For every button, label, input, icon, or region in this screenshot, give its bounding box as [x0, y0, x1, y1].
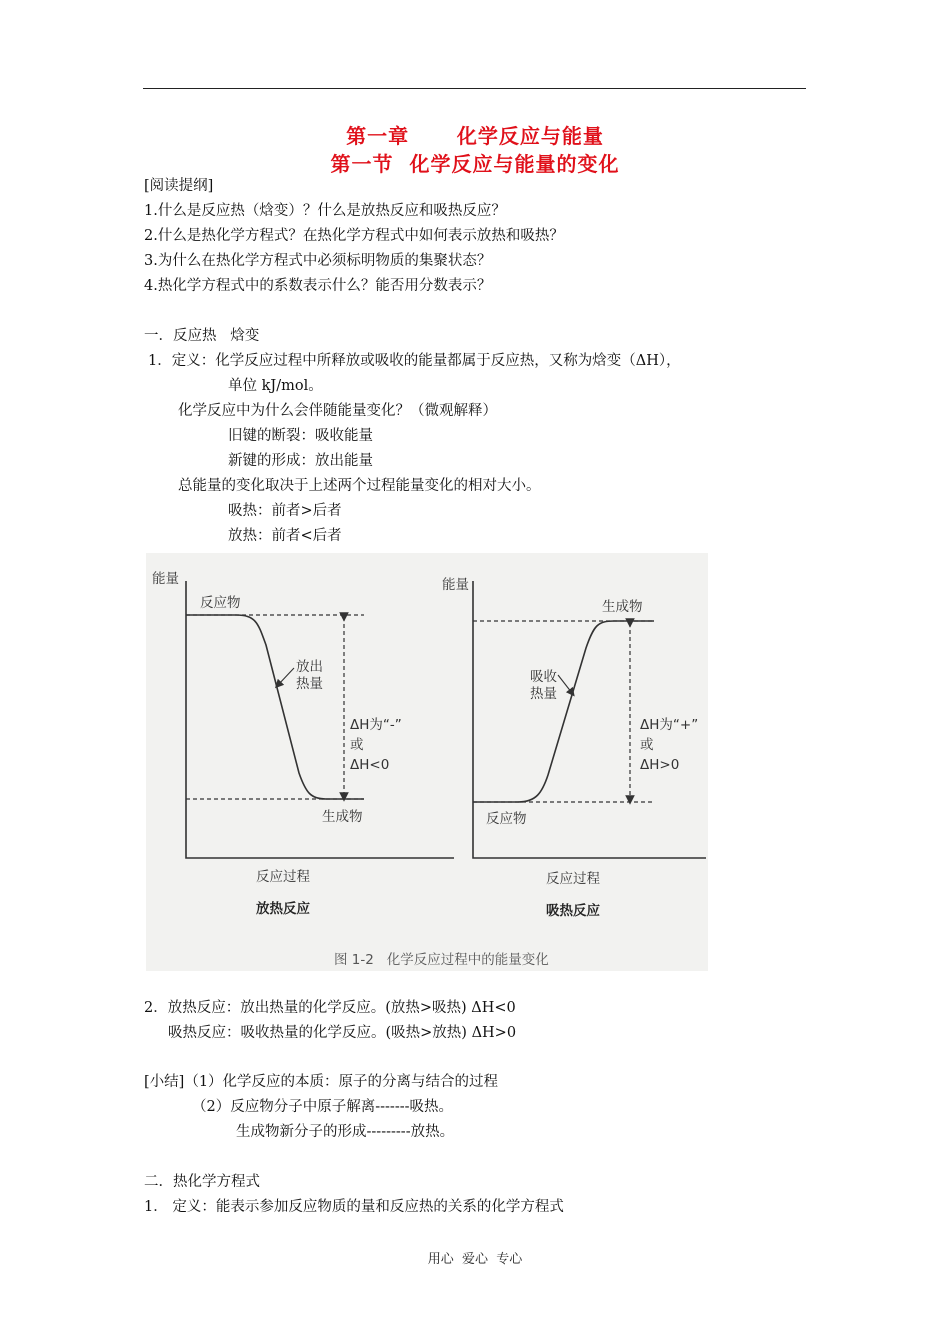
left-release-label: 放出	[296, 659, 323, 675]
right-dh-value: ΔH>0	[640, 757, 680, 773]
left-x-axis-label: 反应过程	[256, 869, 310, 885]
why-text: 化学反应中为什么会伴随能量变化？（微观解释）	[178, 403, 497, 419]
endothermic-rule: 吸热：前者>后者	[228, 503, 342, 519]
exothermic-rule: 放热：前者<后者	[228, 528, 342, 544]
outline-item: 2.什么是热化学方程式？在热化学方程式中如何表示放热和吸热？	[144, 228, 564, 244]
total-energy-text: 总能量的变化取决于上述两个过程能量变化的相对大小。	[178, 478, 541, 494]
left-dh-label: ΔH为“-”	[350, 717, 402, 733]
part1-heading: 一．反应热 焓变	[144, 328, 260, 344]
chapter-title: 第一章 化学反应与能量	[346, 124, 604, 148]
right-reactant-label: 反应物	[486, 811, 527, 827]
left-dh-value: ΔH<0	[350, 757, 390, 773]
outline-item: 3.为什么在热化学方程式中必须标明物质的集聚状态？	[144, 253, 492, 269]
right-absorb-pointer	[558, 675, 572, 693]
right-chart-name: 吸热反应	[546, 903, 600, 919]
energy-diagram-figure	[146, 553, 708, 971]
left-product-label: 生成物	[322, 809, 363, 825]
left-energy-curve	[186, 615, 364, 799]
exothermic-definition: 2．放热反应：放出热量的化学反应。(放热>吸热) ΔH<0	[144, 1000, 516, 1016]
right-product-label: 生成物	[602, 599, 643, 615]
right-energy-curve	[473, 621, 654, 802]
summary-line-2: （2）反应物分子中原子解离-------吸热。	[192, 1099, 454, 1115]
outline-item: 4.热化学方程式中的系数表示什么？能否用分数表示？	[144, 278, 492, 294]
endothermic-definition: 吸热反应：吸收热量的化学反应。(吸热>放热) ΔH>0	[168, 1025, 517, 1041]
left-chart-name: 放热反应	[256, 901, 310, 917]
unit-text: 单位 kJ/mol。	[228, 378, 323, 394]
bond-form-text: 新键的形成：放出能量	[228, 453, 373, 469]
left-axes	[186, 581, 454, 858]
right-absorb-label-2: 热量	[530, 686, 557, 702]
left-release-label-2: 热量	[296, 676, 323, 692]
left-dh-or: 或	[350, 737, 364, 753]
right-dh-or: 或	[640, 737, 654, 753]
right-absorb-label: 吸收	[530, 669, 557, 685]
exothermic-chart	[186, 581, 454, 858]
header-rule	[143, 88, 806, 89]
figure-caption: 图 1-2 化学反应过程中的能量变化	[334, 952, 549, 968]
right-y-axis-label: 能量	[442, 577, 469, 593]
definition-text: 1．定义：化学反应过程中所释放或吸收的能量都属于反应热，又称为焓变（ΔH），	[148, 353, 681, 369]
section-title: 第一节 化学反应与能量的变化	[330, 152, 620, 176]
outline-item: 1.什么是反应热（焓变）？什么是放热反应和吸热反应？	[144, 203, 506, 219]
left-release-pointer	[278, 668, 294, 685]
left-y-axis-label: 能量	[152, 571, 179, 587]
left-reactant-label: 反应物	[200, 595, 241, 611]
bond-break-text: 旧键的断裂：吸收能量	[228, 428, 373, 444]
thermo-equation-definition: 1． 定义：能表示参加反应物质的量和反应热的关系的化学方程式	[144, 1199, 564, 1215]
summary-line-1: [小结]（1）化学反应的本质：原子的分离与结合的过程	[144, 1074, 499, 1090]
right-dh-label: ΔH为“+”	[640, 717, 699, 733]
summary-line-3: 生成物新分子的形成---------放热。	[236, 1124, 455, 1140]
page-footer: 用心 爱心 专心	[427, 1252, 523, 1267]
right-x-axis-label: 反应过程	[546, 871, 600, 887]
outline-heading: [阅读提纲]	[144, 178, 214, 194]
part2-heading: 二．热化学方程式	[144, 1174, 260, 1190]
